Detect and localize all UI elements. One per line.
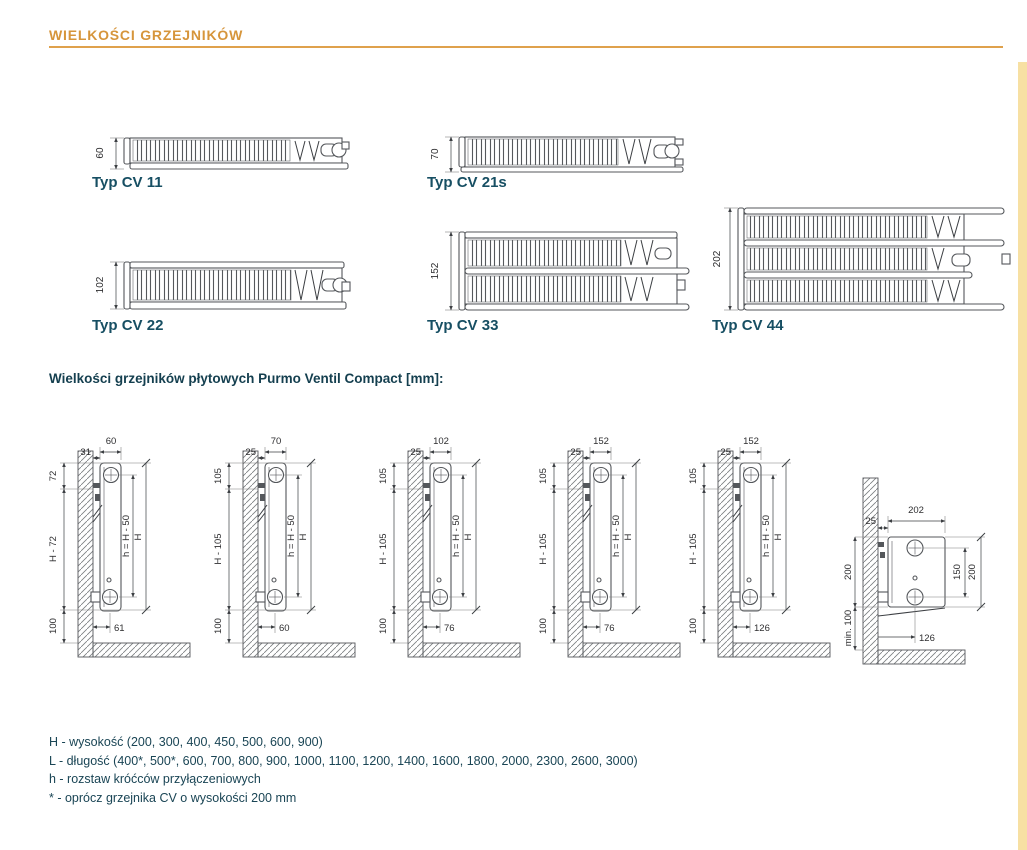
mid-plate-2 (744, 272, 972, 278)
cross-section-cv33 (425, 220, 695, 332)
dim-top-offset: 105 (688, 468, 699, 484)
dim-mid-span: H - 72 (48, 536, 59, 562)
dim-height: H (463, 533, 474, 541)
dim-mid-span: H - 105 (688, 533, 699, 565)
dim-mid-span: H - 105 (378, 533, 389, 565)
end-cap (459, 137, 465, 167)
fins (133, 270, 291, 300)
radiator-side-view (45, 425, 210, 670)
cross-section-cv21s (425, 125, 690, 203)
fins (468, 276, 621, 302)
dim-bottom-offset: 100 (688, 618, 699, 634)
fins (747, 280, 927, 302)
wall-hatch (78, 451, 93, 657)
dim-mid-span: H - 105 (538, 533, 549, 565)
dim-wall-gap: 25 (410, 447, 421, 458)
fins (468, 240, 621, 266)
floor-hatch (878, 650, 965, 664)
dim-bottom-offset: 100 (48, 618, 59, 634)
end-cap (459, 232, 465, 310)
dim-floor-gap: 76 (604, 623, 615, 634)
fins (133, 140, 290, 161)
floor-hatch (93, 643, 190, 657)
legend-line-h: H - wysokość (200, 300, 400, 450, 500, 600, 900) (49, 735, 323, 749)
dim-wall-gap: 25 (245, 447, 256, 458)
dim-depth-label: 202 (712, 250, 723, 268)
bottom-plate (744, 304, 1004, 310)
end-cap (124, 262, 130, 309)
dim-floor-gap: 126 (754, 623, 770, 634)
dim-pipe-spacing: h = H - 50 (611, 515, 622, 557)
radiator-panel (430, 463, 451, 611)
dim-floor-gap: 61 (114, 623, 125, 634)
radiator-side-view (375, 425, 540, 670)
type-label-cv33: Typ CV 33 (427, 317, 499, 334)
radiator-panel (265, 463, 286, 611)
radiator-panel (590, 463, 611, 611)
dim-depth: 152 (593, 436, 609, 447)
legend-line-hs: h - rozstaw króćców przyłączeniowych (49, 772, 261, 786)
bracket (583, 483, 590, 488)
cross-section-cv11 (90, 130, 355, 202)
radiator-side-view (210, 425, 375, 670)
radiator-panel (100, 463, 121, 611)
type-label-cv11: Typ CV 11 (92, 174, 163, 191)
dim-left-lower: min. 100 (843, 609, 854, 647)
end-cap (738, 208, 744, 310)
dim-bottom-offset: 100 (378, 618, 389, 634)
dim-bottom-offset: 100 (538, 618, 549, 634)
dim-height: H (773, 533, 784, 541)
dim-bottom-offset: 100 (213, 618, 224, 634)
dim-wall-gap: 31 (80, 447, 91, 458)
dim-depth: 70 (270, 436, 282, 447)
dim-floor-gap: 76 (444, 623, 455, 634)
bracket (878, 542, 884, 547)
dim-pipe-spacing: h = H - 50 (121, 515, 132, 557)
floor-hatch (258, 643, 355, 657)
dim-top-offset: 105 (213, 468, 224, 484)
dim-depth-label: 70 (430, 148, 441, 160)
end-cap (124, 138, 130, 164)
dim-wall-gap: 25 (720, 447, 731, 458)
wall-hatch (863, 478, 878, 664)
dim-height: 200 (967, 564, 978, 580)
wall-hatch (568, 451, 583, 657)
mid-plate (744, 240, 1004, 246)
bracket (423, 483, 430, 488)
mid-plate (465, 268, 689, 274)
fins (747, 248, 927, 270)
bottom-plate (130, 302, 346, 309)
fins (468, 139, 618, 165)
bottom-plate (130, 163, 348, 169)
dim-height: H (133, 533, 144, 541)
bottom-plate (465, 304, 689, 310)
radiator-side-view (535, 425, 700, 670)
dim-depth-label: 152 (430, 262, 441, 280)
top-plate (130, 262, 344, 268)
page-title: WIELKOŚCI GRZEJNIKÓW (49, 27, 244, 43)
dim-floor-gap: 60 (279, 623, 290, 634)
dim-height: H (623, 533, 634, 541)
floor-hatch (583, 643, 680, 657)
legend-line-l: L - długość (400*, 500*, 600, 700, 800, 900, 1000, 1100, 1200, 1400, 1600, 1800, 2000, 2300, 2600, 3000) (49, 753, 638, 768)
corner-detail-view (840, 460, 1025, 690)
type-label-cv22: Typ CV 22 (92, 317, 164, 334)
header-rule (49, 46, 1003, 48)
top-plate (744, 208, 1004, 214)
dim-top-offset: 105 (538, 468, 549, 484)
dim-height: H (298, 533, 309, 541)
dim-left-upper: 200 (843, 564, 854, 580)
top-plate (465, 232, 677, 238)
wall-hatch (718, 451, 733, 657)
type-label-cv44: Typ CV 44 (712, 317, 784, 334)
bottom-plate (461, 167, 683, 172)
dim-top-offset: 72 (48, 470, 59, 482)
dim-floor-gap: 126 (919, 633, 935, 644)
dim-depth: 202 (908, 505, 924, 516)
type-label-cv21s: Typ CV 21s (427, 174, 507, 191)
dim-wall-gap: 25 (865, 516, 876, 527)
cross-section-cv22 (90, 252, 355, 327)
dim-pipe-spacing: h = H - 50 (286, 515, 297, 557)
radiator-side-view (685, 425, 850, 670)
radiator-panel (740, 463, 761, 611)
dim-depth: 102 (433, 436, 449, 447)
dim-pipe-spacing: h = H - 50 (761, 515, 772, 557)
fins (747, 216, 927, 238)
floor-hatch (733, 643, 830, 657)
dim-mid-span: H - 105 (213, 533, 224, 565)
dim-depth-label: 102 (95, 276, 106, 294)
dim-depth: 152 (743, 436, 759, 447)
dim-depth-label: 60 (95, 147, 106, 159)
bracket (258, 483, 265, 488)
dim-top-offset: 105 (378, 468, 389, 484)
dim-wall-gap: 25 (570, 447, 581, 458)
dim-pipe-spacing: 150 (952, 564, 963, 580)
bracket (93, 483, 100, 488)
bracket (733, 483, 740, 488)
dim-pipe-spacing: h = H - 50 (451, 515, 462, 557)
wall-hatch (243, 451, 258, 657)
legend (49, 733, 638, 807)
cross-section-cv44 (712, 196, 1012, 336)
right-edge-stripe (1018, 62, 1027, 850)
wall-hatch (408, 451, 423, 657)
floor-hatch (423, 643, 520, 657)
dim-depth: 60 (105, 436, 117, 447)
dimensions-section-heading: Wielkości grzejników płytowych Purmo Ventil Compact [mm]: (49, 371, 444, 386)
legend-line-star: * - oprócz grzejnika CV o wysokości 200 mm (49, 790, 297, 805)
